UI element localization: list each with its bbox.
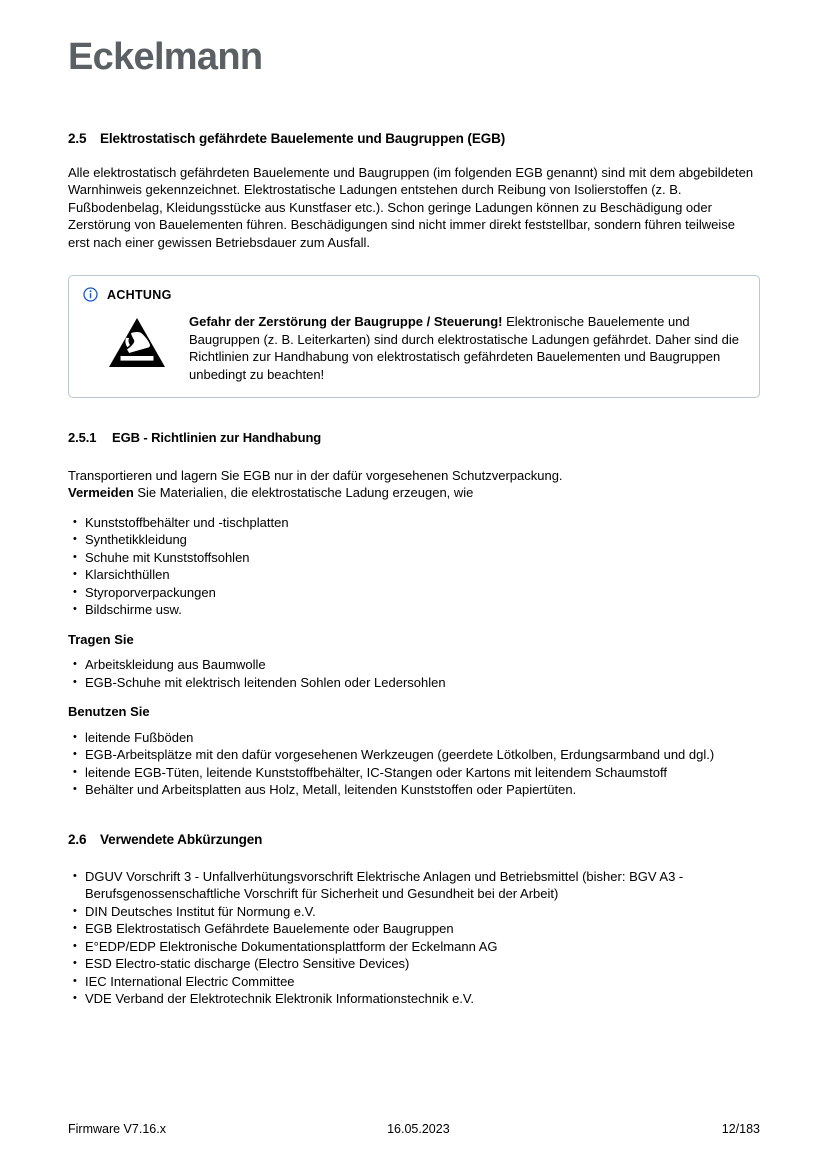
list-item-text: • Styroporverpackungen — [85, 584, 216, 600]
intro-rest: Sie Materialien, die elektrostatische Ladung erzeugen, wie — [133, 485, 474, 501]
page-footer — [68, 1122, 760, 1136]
list-item — [68, 656, 760, 673]
abbreviations-list — [68, 868, 760, 1007]
heading-2-5-1 — [68, 430, 760, 447]
notice-text-bold: Gefahr der Zerstörung der Baugruppe / Steuerung! — [189, 314, 503, 330]
list-item — [68, 584, 760, 601]
list-item — [68, 868, 760, 902]
document-content — [68, 130, 760, 1008]
heading-2-6-number: 2.6 — [68, 831, 87, 847]
footer-date: 16.05.2023 — [387, 1122, 450, 1136]
list-item — [68, 601, 760, 618]
heading-2-5-1-title: EGB - Richtlinien zur Handhabung — [112, 430, 322, 446]
avoid-materials-list — [68, 514, 760, 619]
list-item — [68, 938, 760, 955]
notice-text-rest: Elektronische Bauelemente und Baugruppen (z. B. Leiterkarten) sind durch elektrostatische Ladungen gefährdet. Daher sind die Richtlinien zur Handhabung von elektrostatisch gefährdeten Bauelementen und Baugruppen unbedingt zu beachten! — [189, 314, 739, 382]
wear-list — [68, 656, 760, 691]
heading-2-5 — [68, 130, 760, 148]
section-2-5-1-intro-line1: Transportieren und lagern Sie EGB nur in der dafür vorgesehenen Schutzverpackung. — [68, 467, 563, 483]
list-item-text: • DGUV Vorschrift 3 - Unfallverhütungsvorschrift Elektrische Anlagen und Betriebsmittel (bisher: BGV A3 - Berufsgenossenschaftliche Vorschrift für Sicherheit und Gesundheit bei der Arbeit) — [85, 869, 684, 902]
list-item-text: • ESD Electro-static discharge (Electro Sensitive Devices) — [85, 956, 410, 972]
list-item-text: • E°EDP/EDP Elektronische Dokumentationsplattform der Eckelmann AG — [85, 938, 498, 954]
section-2-5-1-intro-line2 — [68, 484, 760, 502]
use-label: Benutzen Sie — [68, 704, 150, 720]
list-item — [68, 920, 760, 937]
heading-2-5-title: Elektrostatisch gefährdete Bauelemente und Baugruppen (EGB) — [100, 131, 506, 146]
list-item — [68, 781, 760, 798]
list-item-text: • EGB-Schuhe mit elektrisch leitenden Sohlen oder Ledersohlen — [85, 674, 446, 690]
notice-header — [83, 287, 745, 302]
heading-2-6 — [68, 831, 760, 849]
list-item-text: • leitende EGB-Tüten, leitende Kunststoffbehälter, IC-Stangen oder Kartons mit leitendem Schaumstoff — [85, 764, 667, 780]
esd-warning-triangle-icon — [107, 313, 169, 370]
list-item — [68, 566, 760, 583]
list-item — [68, 990, 760, 1007]
list-item-text: • EGB-Arbeitsplätze mit den dafür vorgesehenen Werkzeugen (geerdete Lötkolben, Erdungsarmband und dgl.) — [85, 747, 715, 763]
list-item-text: • EGB Elektrostatisch Gefährdete Bauelemente oder Baugruppen — [85, 921, 454, 937]
heading-2-5-1-number: 2.5.1 — [68, 430, 97, 446]
list-item-text: • Arbeitskleidung aus Baumwolle — [85, 657, 266, 673]
intro-bold: Vermeiden — [68, 485, 134, 501]
info-circle-icon — [83, 287, 98, 302]
notice-text — [189, 313, 745, 383]
attention-notice-box — [68, 275, 760, 398]
list-item-text: • Bildschirme usw. — [85, 602, 182, 618]
list-item — [68, 746, 760, 763]
logo-text: Eckelmann — [68, 36, 263, 78]
notice-body — [83, 313, 745, 383]
wear-label: Tragen Sie — [68, 631, 134, 647]
list-item — [68, 514, 760, 531]
list-item — [68, 531, 760, 548]
list-item-text: • Synthetikkleidung — [85, 532, 187, 548]
heading-2-6-title: Verwendete Abkürzungen — [100, 831, 263, 847]
list-item — [68, 549, 760, 566]
section-2-5-paragraph: Alle elektrostatisch gefährdeten Bauelemente und Baugruppen (im folgenden EGB genannt) sind mit dem abgebildeten Warnhinweis gekennzeichnet. Elektrostatische Ladungen entstehen durch Reibung von Isolierstoffen (z. B. Fußbodenbelag, Kleidungsstücke aus Kunstfaser etc.). Schon geringe Ladungen können zu Beschädigung oder Zerstörung von Bauelementen führen. Beschädigungen sind nicht immer direkt feststellbar, sondern führen teilweise erst nach einer gewissen Betriebsdauer zum Ausfall. — [68, 164, 754, 250]
company-logo — [68, 38, 262, 76]
list-item — [68, 903, 760, 920]
notice-title: ACHTUNG — [107, 287, 172, 302]
list-item — [68, 955, 760, 972]
list-item — [68, 729, 760, 746]
list-item — [68, 764, 760, 781]
list-item-text: • Kunststoffbehälter und -tischplatten — [85, 514, 289, 530]
list-item-text: • IEC International Electric Committee — [85, 973, 295, 989]
list-item-text: • Behälter und Arbeitsplatten aus Holz, Metall, leitenden Kunststoffen oder Papiertüten. — [85, 782, 577, 798]
use-list — [68, 729, 760, 799]
footer-firmware: Firmware V7.16.x — [68, 1122, 166, 1136]
list-item-text: • DIN Deutsches Institut für Normung e.V. — [85, 903, 316, 919]
list-item — [68, 973, 760, 990]
list-item-text: • VDE Verband der Elektrotechnik Elektronik Informationstechnik e.V. — [85, 991, 475, 1007]
footer-page-number: 12/183 — [721, 1122, 760, 1136]
list-item-text: • Schuhe mit Kunststoffsohlen — [85, 549, 250, 565]
heading-2-5-number: 2.5 — [68, 131, 87, 146]
list-item — [68, 674, 760, 691]
list-item-text: • leitende Fußböden — [85, 729, 194, 745]
list-item-text: • Klarsichthüllen — [85, 567, 170, 583]
